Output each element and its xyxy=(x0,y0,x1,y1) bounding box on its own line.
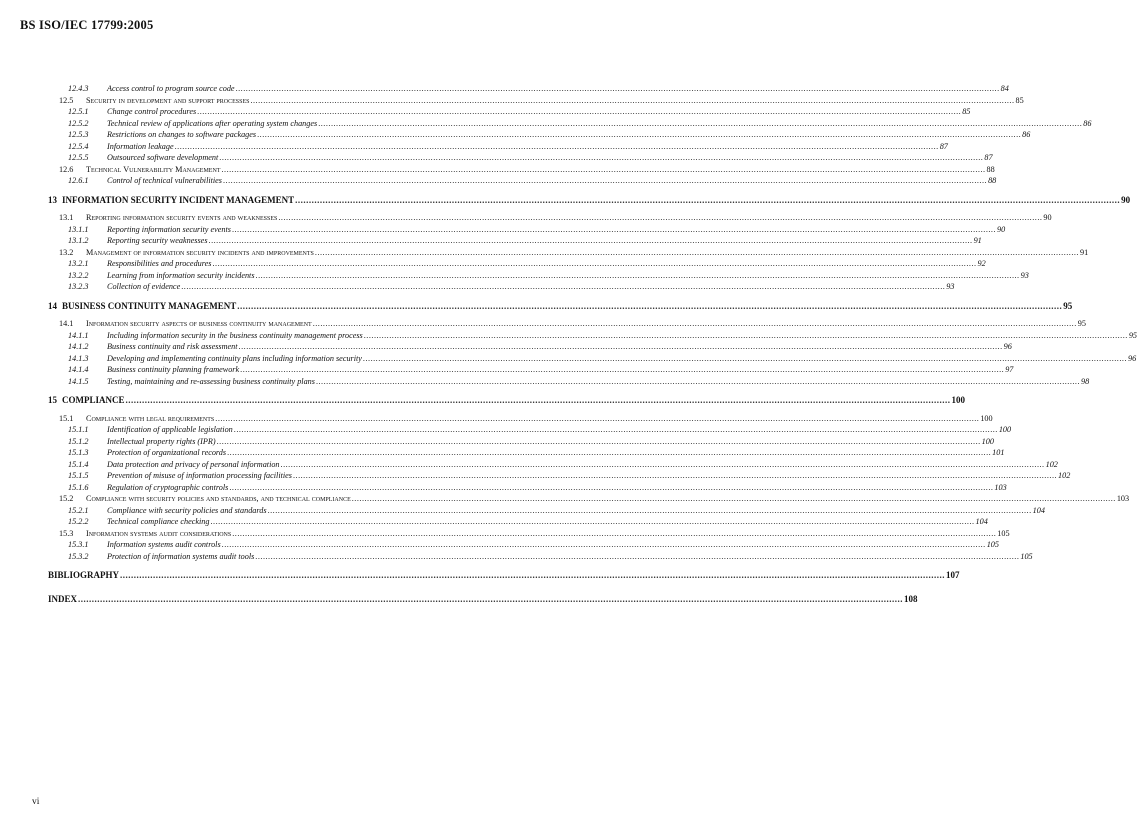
toc-entry-number: 15.3.1 xyxy=(68,540,89,549)
toc-entry-number: 14.1.5 xyxy=(68,376,89,386)
toc-entry-page: 97 xyxy=(1005,365,1014,374)
toc-leader-dots: ............................................................................................................................................................................................................................................................................................................ xyxy=(212,259,977,268)
toc-entry[interactable] xyxy=(48,106,971,118)
toc-entry-number: 12.5.5 xyxy=(68,153,89,162)
toc-entry-title: Reporting information security events xyxy=(107,224,231,234)
toc-entry-title: Business continuity planning framework xyxy=(107,365,240,374)
toc-entry[interactable] xyxy=(48,364,1014,376)
toc-entry-number: 15.1.6 xyxy=(68,482,89,492)
toc-leader-dots: ............................................................................................................................................................................................................................................................................................................ xyxy=(292,471,1058,480)
toc-entry-title: Developing and implementing continuity plans including information security xyxy=(107,353,362,363)
toc-entry-page: 108 xyxy=(904,593,918,604)
toc-entry-number: 15.3.2 xyxy=(68,551,89,561)
toc-entry-number: 14.1.1 xyxy=(68,330,89,340)
toc-entry[interactable] xyxy=(48,528,1010,540)
toc-chapter-entry[interactable] xyxy=(48,300,1073,312)
toc-leader-dots: ............................................................................................................................................................................................................................................................................................................ xyxy=(125,395,951,405)
toc-entry-title: BIBLIOGRAPHY xyxy=(48,570,120,580)
toc-leader-dots: ............................................................................................................................................................................................................................................................................................................ xyxy=(232,528,997,538)
toc-entry-page: 105 xyxy=(986,540,999,549)
toc-entry-page: 87 xyxy=(984,153,993,162)
toc-entry-title: Collection of evidence xyxy=(107,282,181,291)
toc-leader-dots: ............................................................................................................................................................................................................................................................................................................ xyxy=(318,118,1083,128)
toc-entry[interactable] xyxy=(48,341,1012,353)
toc-entry-page: 96 xyxy=(1127,353,1137,363)
toc-leader-dots: ............................................................................................................................................................................................................................................................................................................ xyxy=(229,482,994,492)
toc-entry-title: Data protection and privacy of personal information xyxy=(107,459,280,469)
toc-entry-page: 85 xyxy=(962,107,971,116)
toc-entry[interactable] xyxy=(48,318,1086,330)
toc-entry-number: 12.5.2 xyxy=(68,118,89,128)
toc-entry[interactable] xyxy=(48,83,1009,95)
toc-entry-title: Protection of organizational records xyxy=(107,448,227,457)
toc-entry-page: 104 xyxy=(975,517,988,526)
toc-entry[interactable] xyxy=(48,376,1090,388)
toc-entry-title: Outsourced software development xyxy=(107,153,219,162)
toc-entry-number: 15.3 xyxy=(59,528,74,538)
toc-entry-page: 90 xyxy=(1121,194,1131,205)
toc-entry-number: 14.1.2 xyxy=(68,342,89,351)
toc-entry-number: 13.1 xyxy=(59,213,74,222)
toc-entry-page: 87 xyxy=(939,141,948,151)
toc-entry[interactable] xyxy=(48,459,1058,471)
toc-entry[interactable] xyxy=(48,141,948,153)
toc-entry-page: 95 xyxy=(1063,300,1073,311)
toc-entry-page: 105 xyxy=(1020,551,1033,561)
toc-entry-title: Technical review of applications after operating system changes xyxy=(107,118,318,128)
toc-entry-page: 95 xyxy=(1128,330,1137,340)
toc-entry-title: Technical compliance checking xyxy=(107,517,210,526)
toc-entry-title: INFORMATION SECURITY INCIDENT MANAGEMENT xyxy=(62,194,295,205)
toc-entry-number: 15.2 xyxy=(59,494,74,503)
toc-entry-title: Testing, maintaining and re-assessing business continuity plans xyxy=(107,376,315,386)
toc-chapter-entry[interactable] xyxy=(48,593,918,605)
toc-entry-number: 15.1.3 xyxy=(68,448,89,457)
toc-entry-page: 93 xyxy=(946,282,955,291)
toc-entry-page: 93 xyxy=(1020,270,1029,280)
toc-entry-title: Information security aspects of business continuity management xyxy=(86,319,312,328)
toc-entry-title: Reporting security weaknesses xyxy=(107,236,208,245)
toc-chapter-entry[interactable] xyxy=(48,569,960,581)
toc-entry[interactable] xyxy=(48,258,986,270)
toc-entry-title: BUSINESS CONTINUITY MANAGEMENT xyxy=(62,300,237,311)
toc-leader-dots: ............................................................................................................................................................................................................................................................................................................ xyxy=(215,413,980,423)
toc-entry-number: 15.1.5 xyxy=(68,471,89,480)
toc-entry-number: 12.5.3 xyxy=(68,130,89,139)
toc-leader-dots: ............................................................................................................................................................................................................................................................................................................ xyxy=(181,282,946,291)
toc-entry-page: 90 xyxy=(997,224,1006,234)
toc-chapter-entry[interactable] xyxy=(48,194,1131,206)
toc-entry-page: 86 xyxy=(1022,130,1031,139)
toc-entry-number: 13.2 xyxy=(59,247,74,257)
toc-entry-title: Security in development and support processes xyxy=(86,95,250,105)
toc-leader-dots: ............................................................................................................................................................................................................................................................................................................ xyxy=(78,593,904,604)
toc-entry-page: 101 xyxy=(992,448,1005,457)
toc-entry-number: 15.1.4 xyxy=(68,459,89,469)
toc-entry-title: Restrictions on changes to software packages xyxy=(107,130,257,139)
toc-entry-number: 13.1.2 xyxy=(68,236,89,245)
toc-entry[interactable] xyxy=(48,353,1137,365)
toc-entry-title: Identification of applicable legislation xyxy=(107,425,233,434)
toc-entry-page: 88 xyxy=(988,176,997,185)
toc-entry-number: 14.1.3 xyxy=(68,353,89,363)
toc-entry[interactable] xyxy=(48,539,999,551)
toc-entry-title: Compliance with security policies and standards xyxy=(107,505,267,515)
toc-entry-title: Protection of information systems audit tools xyxy=(107,551,255,561)
toc-leader-dots: ............................................................................................................................................................................................................................................................................................................ xyxy=(221,540,986,549)
toc-leader-dots: ............................................................................................................................................................................................................................................................................................................ xyxy=(250,95,1015,105)
toc-entry-number: 12.4.3 xyxy=(68,84,89,93)
toc-entry-page: 90 xyxy=(1043,213,1052,222)
toc-leader-dots: ............................................................................................................................................................................................................................................................................................................ xyxy=(295,194,1121,205)
toc-entry-number: 14.1 xyxy=(59,319,74,328)
toc-entry-title: Compliance with security policies and standards, and technical compliance xyxy=(86,494,351,503)
toc-entry-page: 107 xyxy=(946,570,960,580)
toc-entry-number: 12.5.1 xyxy=(68,107,89,116)
toc-entry-number: 15.2.1 xyxy=(68,505,89,515)
toc-entry-page: 86 xyxy=(1083,118,1092,128)
toc-leader-dots: ............................................................................................................................................................................................................................................................................................................ xyxy=(221,164,986,174)
toc-entry[interactable] xyxy=(48,447,1005,459)
toc-chapter-entry[interactable] xyxy=(48,394,965,406)
toc-entry-page: 98 xyxy=(1081,376,1090,386)
toc-leader-dots: ............................................................................................................................................................................................................................................................................................................ xyxy=(351,494,1116,503)
toc-leader-dots: ............................................................................................................................................................................................................................................................................................................ xyxy=(120,570,946,580)
toc-entry-title: INDEX xyxy=(48,593,78,604)
page-number: vi xyxy=(32,797,40,807)
toc-entry-title: Learning from information security incidents xyxy=(107,270,255,280)
toc-entry-number: 15.1.2 xyxy=(68,436,89,446)
toc-entry[interactable] xyxy=(48,212,1052,224)
toc-leader-dots: ............................................................................................................................................................................................................................................................................................................ xyxy=(208,236,973,245)
toc-entry-title: Including information security in the business continuity management process xyxy=(107,330,363,340)
toc-leader-dots: ............................................................................................................................................................................................................................................................................................................ xyxy=(255,551,1020,561)
toc-entry-title: Information leakage xyxy=(107,141,174,151)
toc-entry-page: 103 xyxy=(994,482,1007,492)
toc-entry-number: 14.1.4 xyxy=(68,365,89,374)
toc-entry-page: 100 xyxy=(981,436,994,446)
toc-entry-title: Intellectual property rights (IPR) xyxy=(107,436,216,446)
toc-leader-dots: ............................................................................................................................................................................................................................................................................................................ xyxy=(255,270,1020,280)
toc-entry-page: 105 xyxy=(997,528,1010,538)
toc-entry-page: 85 xyxy=(1015,95,1024,105)
toc-entry-number: 15.2.2 xyxy=(68,517,89,526)
toc-leader-dots: ............................................................................................................................................................................................................................................................................................................ xyxy=(280,459,1045,469)
toc-entry-page: 96 xyxy=(1003,342,1012,351)
toc-entry-number: 12.5 xyxy=(59,95,74,105)
toc-leader-dots: ............................................................................................................................................................................................................................................................................................................ xyxy=(223,176,988,185)
toc-entry[interactable] xyxy=(48,235,982,247)
toc-entry[interactable] xyxy=(48,424,1012,436)
toc-entry-title: Business continuity and risk assessment xyxy=(107,342,238,351)
toc-entry-number: 13.2.1 xyxy=(68,259,89,268)
toc-entry-number: 13.1.1 xyxy=(68,224,89,234)
toc-entry-title: Change control procedures xyxy=(107,107,197,116)
document-header: BS ISO/IEC 17799:2005 xyxy=(20,18,154,32)
toc-leader-dots: ............................................................................................................................................................................................................................................................................................................ xyxy=(231,224,996,234)
toc-leader-dots: ............................................................................................................................................................................................................................................................................................................ xyxy=(257,130,1022,139)
toc-entry-title: Information systems audit controls xyxy=(107,540,221,549)
toc-leader-dots: ............................................................................................................................................................................................................................................................................................................ xyxy=(216,436,981,446)
toc-entry-title: COMPLIANCE xyxy=(62,395,125,405)
toc-entry[interactable] xyxy=(48,551,1033,563)
toc-entry-number: 13 xyxy=(48,194,57,205)
toc-entry[interactable] xyxy=(48,118,1092,130)
toc-entry[interactable] xyxy=(48,413,993,425)
toc-entry[interactable] xyxy=(48,270,1029,282)
toc-entry[interactable] xyxy=(48,224,1006,236)
toc-entry[interactable] xyxy=(48,95,1024,107)
toc-entry[interactable] xyxy=(48,164,995,176)
toc-entry-page: 100 xyxy=(998,425,1012,434)
toc-entry-page: 100 xyxy=(980,413,993,423)
toc-entry-page: 88 xyxy=(986,164,995,174)
toc-entry-page: 102 xyxy=(1045,459,1058,469)
toc-entry-title: Technical Vulnerability Management xyxy=(86,164,221,174)
toc-entry-title: Control of technical vulnerabilities xyxy=(107,176,222,185)
toc-entry[interactable] xyxy=(48,129,1031,141)
toc-leader-dots: ............................................................................................................................................................................................................................................................................................................ xyxy=(312,319,1077,328)
toc-entry-number: 15 xyxy=(48,395,57,405)
toc-entry-title: Reporting information security events and weaknesses xyxy=(86,213,278,222)
toc-entry-page: 102 xyxy=(1058,471,1071,480)
toc-entry-title: Information systems audit considerations xyxy=(86,528,232,538)
toc-entry-page: 103 xyxy=(1116,494,1130,503)
toc-entry-page: 100 xyxy=(951,395,965,405)
toc-entry[interactable] xyxy=(48,470,1071,482)
toc-leader-dots: ............................................................................................................................................................................................................................................................................................................ xyxy=(219,153,984,162)
toc-leader-dots: ............................................................................................................................................................................................................................................................................................................ xyxy=(227,448,992,457)
toc-entry-page: 104 xyxy=(1032,505,1045,515)
toc-entry-title: Regulation of cryptographic controls xyxy=(107,482,229,492)
toc-leader-dots: ............................................................................................................................................................................................................................................................................................................ xyxy=(233,425,998,434)
toc-entry-title: Prevention of misuse of information processing facilities xyxy=(107,471,292,480)
toc-leader-dots: ............................................................................................................................................................................................................................................................................................................ xyxy=(362,353,1127,363)
toc-entry[interactable] xyxy=(48,247,1089,259)
toc-leader-dots: ............................................................................................................................................................................................................................................................................................................ xyxy=(237,300,1063,311)
toc-leader-dots: ............................................................................................................................................................................................................................................................................................................ xyxy=(363,330,1128,340)
toc-leader-dots: ............................................................................................................................................................................................................................................................................................................ xyxy=(174,141,939,151)
toc-entry-number: 13.2.3 xyxy=(68,282,89,291)
toc-entry-number: 13.2.2 xyxy=(68,270,89,280)
toc-leader-dots: ............................................................................................................................................................................................................................................................................................................ xyxy=(278,213,1043,222)
toc-leader-dots: ............................................................................................................................................................................................................................................................................................................ xyxy=(314,247,1079,257)
toc-entry[interactable] xyxy=(48,516,988,528)
toc-leader-dots: ............................................................................................................................................................................................................................................................................................................ xyxy=(238,342,1003,351)
toc-entry[interactable] xyxy=(48,152,993,164)
toc-entry[interactable] xyxy=(48,493,1130,505)
toc-leader-dots: ............................................................................................................................................................................................................................................................................................................ xyxy=(235,84,1000,93)
toc-entry-page: 95 xyxy=(1077,319,1086,328)
toc-entry[interactable] xyxy=(48,175,997,187)
toc-entry[interactable] xyxy=(48,281,955,293)
toc-entry-title: Access control to program source code xyxy=(107,84,235,93)
toc-entry[interactable] xyxy=(48,505,1045,517)
toc-entry[interactable] xyxy=(48,436,994,448)
toc-entry[interactable] xyxy=(48,482,1007,494)
toc-entry-title: Compliance with legal requirements xyxy=(86,413,215,423)
toc-leader-dots: ............................................................................................................................................................................................................................................................................................................ xyxy=(210,517,975,526)
toc-leader-dots: ............................................................................................................................................................................................................................................................................................................ xyxy=(267,505,1032,515)
toc-leader-dots: ............................................................................................................................................................................................................................................................................................................ xyxy=(240,365,1005,374)
toc-entry-number: 12.6 xyxy=(59,164,74,174)
toc-entry[interactable] xyxy=(48,330,1137,342)
toc-entry-number: 15.1 xyxy=(59,413,74,423)
toc-entry-page: 84 xyxy=(1000,84,1009,93)
toc-entry-number: 14 xyxy=(48,300,57,311)
toc-leader-dots: ............................................................................................................................................................................................................................................................................................................ xyxy=(315,376,1081,386)
toc-entry-page: 92 xyxy=(977,259,986,268)
toc-entry-number: 12.5.4 xyxy=(68,141,89,151)
toc-entry-title: Responsibilities and procedures xyxy=(107,259,212,268)
toc-entry-page: 91 xyxy=(973,236,982,245)
toc-leader-dots: ............................................................................................................................................................................................................................................................................................................ xyxy=(197,107,962,116)
toc-entry-number: 12.6.1 xyxy=(68,176,89,185)
toc-entry-number: 15.1.1 xyxy=(68,425,89,434)
toc-entry-page: 91 xyxy=(1079,247,1089,257)
toc-entry-title: Management of information security incidents and improvements xyxy=(86,247,314,257)
